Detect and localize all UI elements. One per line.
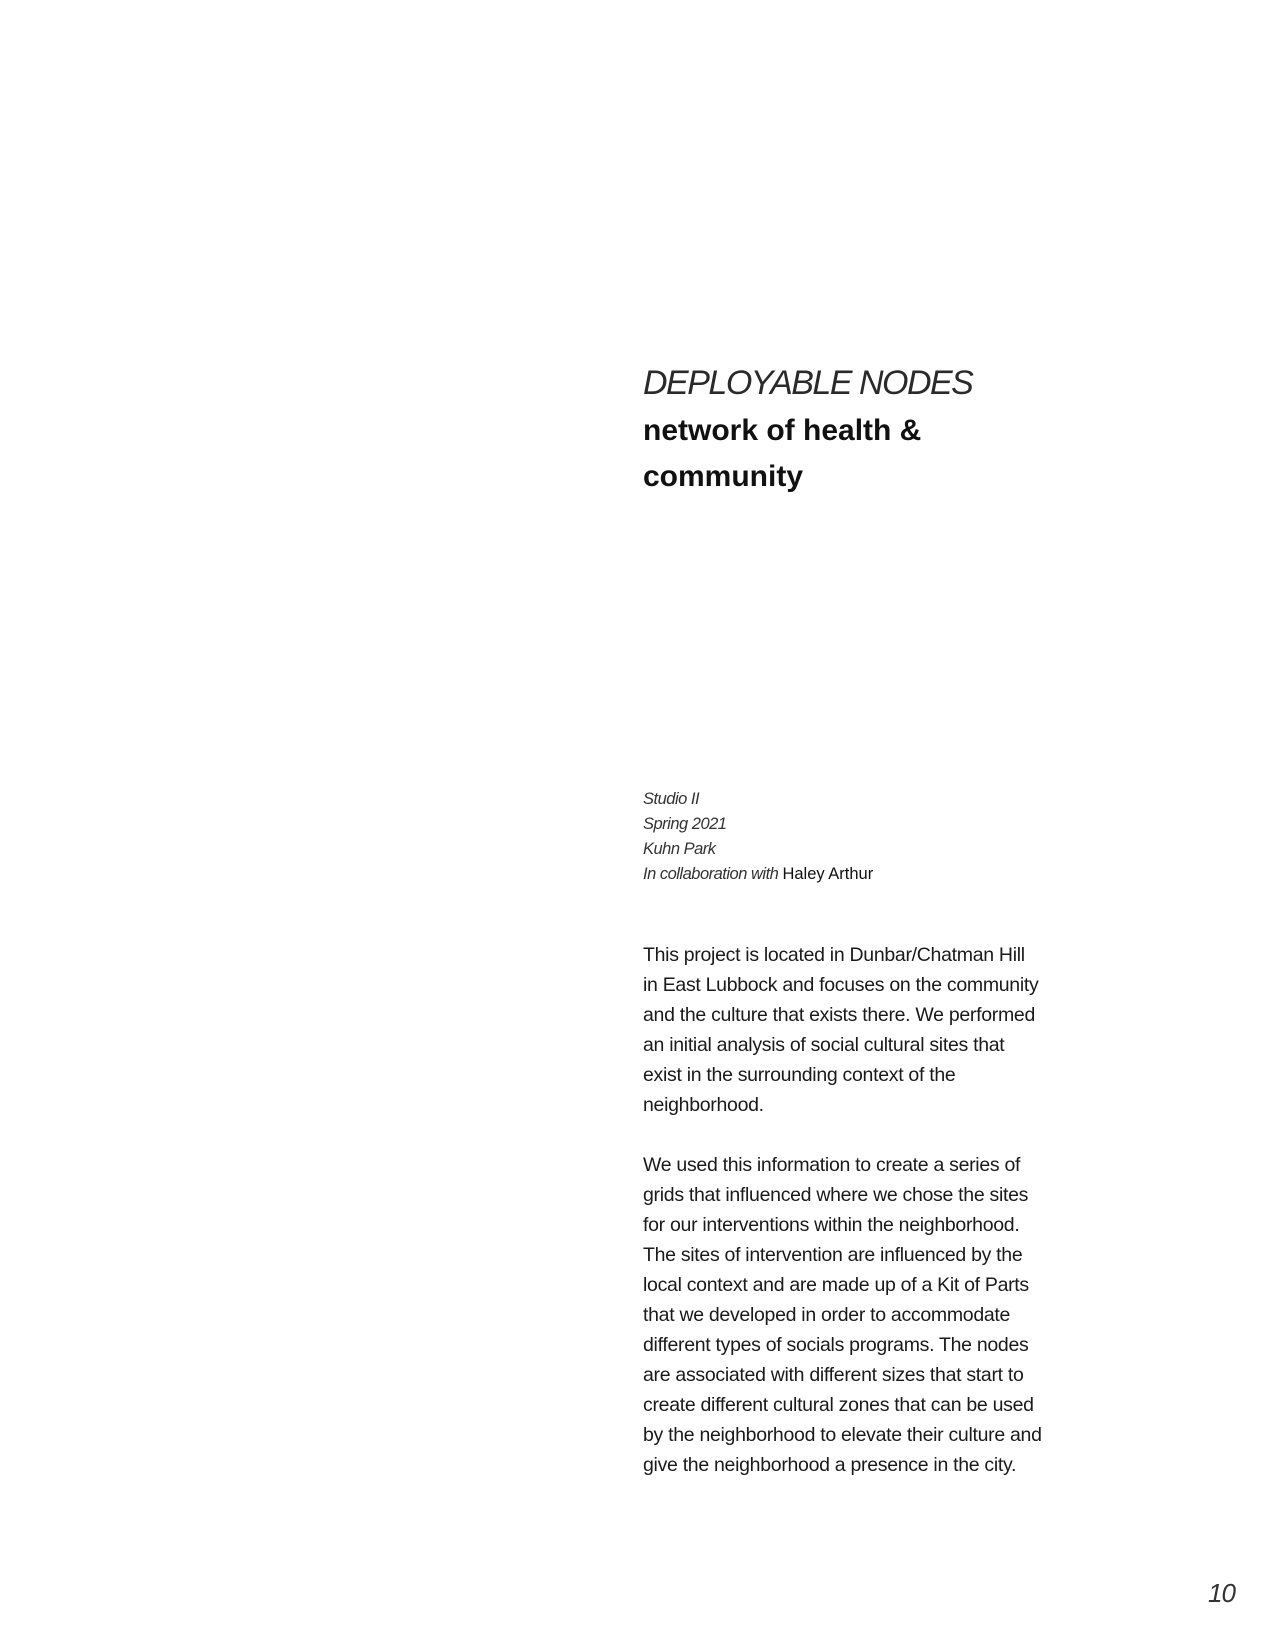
project-title: DEPLOYABLE NODES	[643, 364, 973, 402]
project-meta	[643, 787, 1043, 887]
project-subtitle: network of health & community	[643, 414, 922, 493]
collaboration-prefix: In collaboration with	[643, 865, 779, 883]
project-description	[643, 940, 1043, 1510]
semester-label: Spring 2021	[643, 815, 727, 833]
collaboration-line	[643, 862, 1043, 887]
studio-label: Studio II	[643, 790, 700, 808]
description-paragraph: We used this information to create a series of grids that influenced where we chose the sites for our interventions within the neighborhood. The sites of intervention are influenced by the local context and are made up of a Kit of Parts that we developed in order to accommodate different types of socials programs. The nodes are associated with different sizes that start to create different cultural zones that can be used by the neighborhood to elevate their culture and give the neighborhood a presence in the city.	[643, 1154, 1042, 1476]
description-paragraph: This project is located in Dunbar/Chatman Hill in East Lubbock and focuses on the community and the culture that exists there. We performed an initial analysis of social cultural sites that exist in the surrounding context of the neighborhood.	[643, 944, 1039, 1116]
instructor-label: Kuhn Park	[643, 840, 716, 858]
page-number: 10	[1208, 1578, 1235, 1608]
title-block	[643, 362, 1063, 500]
collaborator-name: Haley Arthur	[782, 865, 874, 883]
